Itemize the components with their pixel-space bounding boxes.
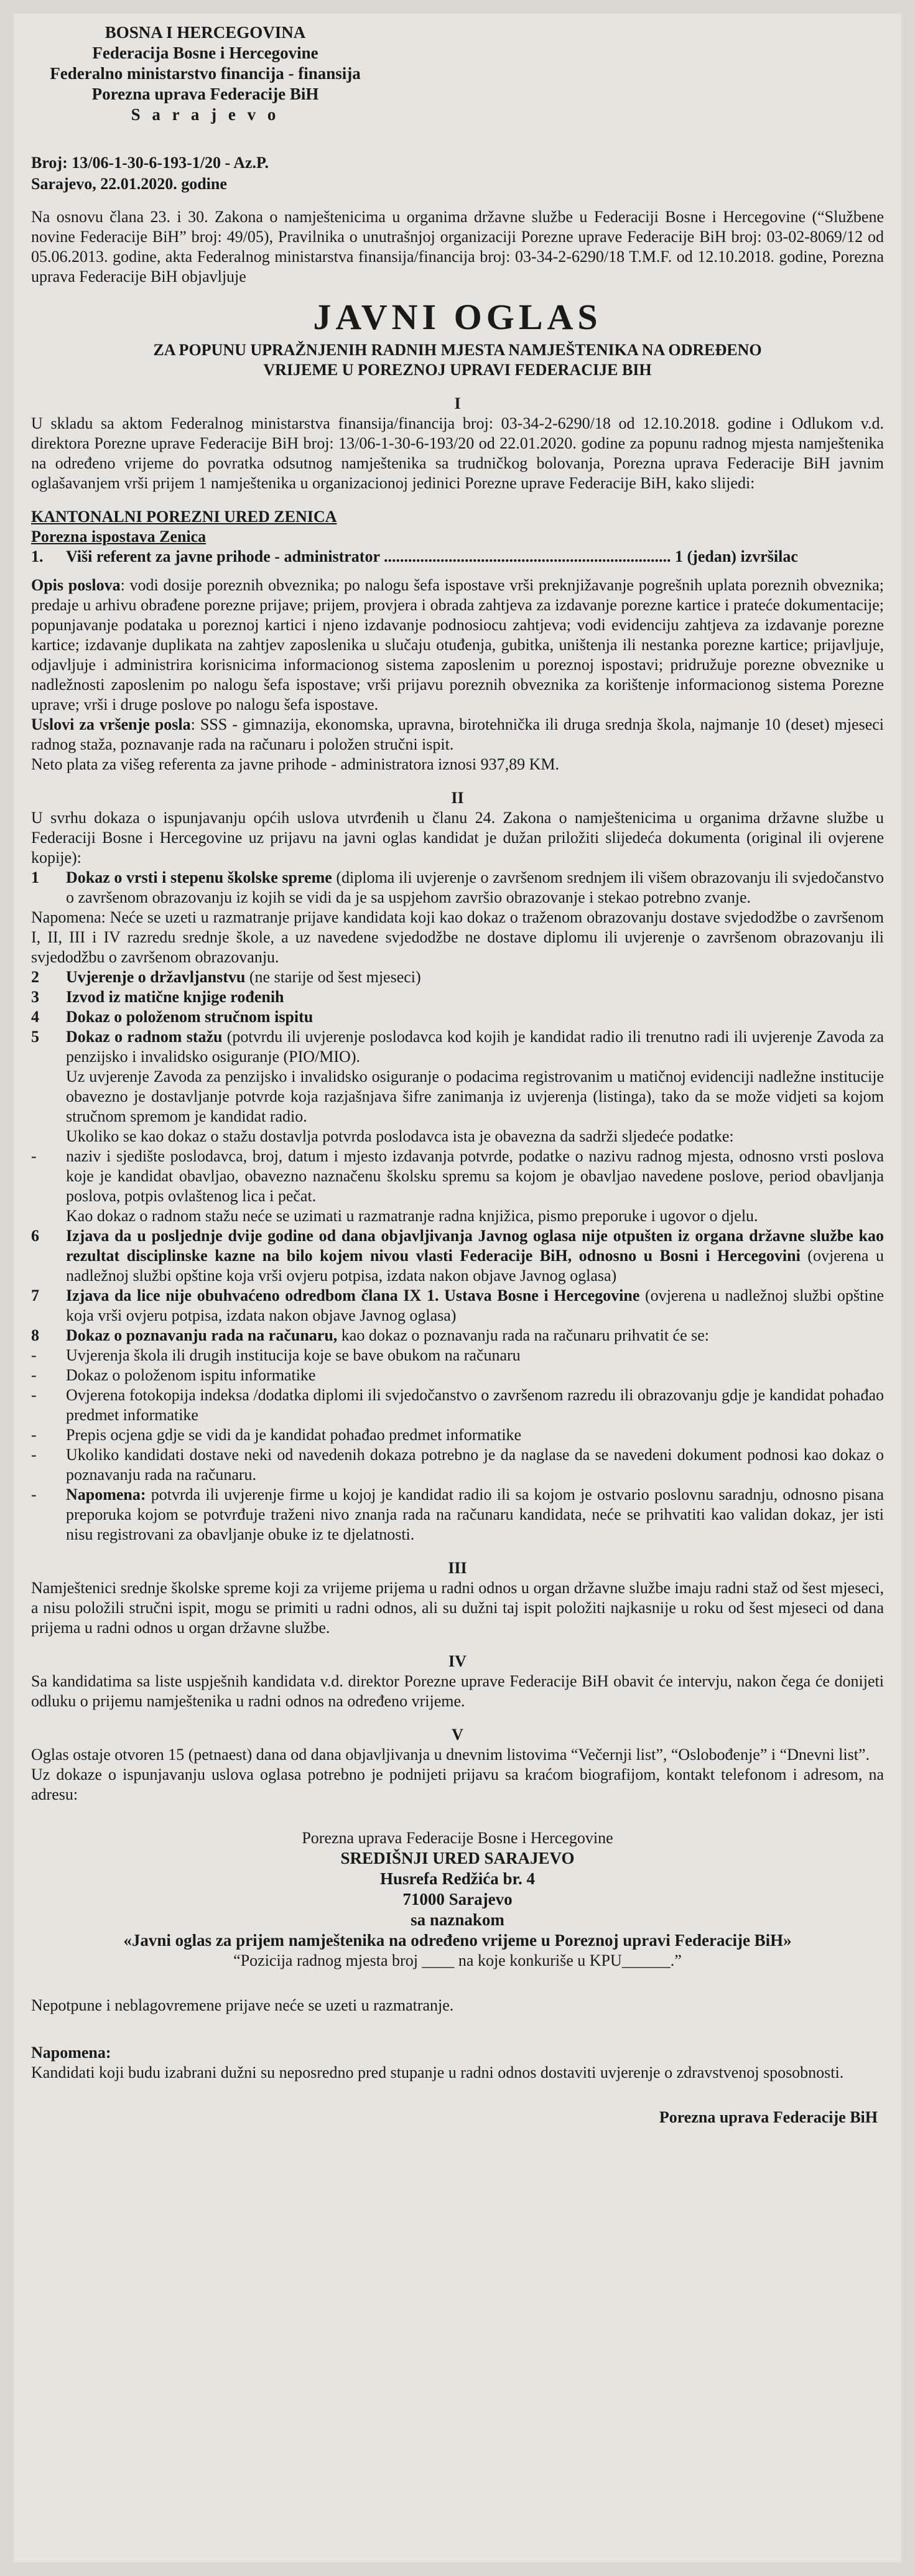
section-ii-text: U svrhu dokaza o ispunjavanju općih uslova utvrđenih u članu 24. Zakona o namještenicima u organima državne službe u Federaciji Bosne i Hercegovine uz prijavu na javni oglas kandidat je dužan priložiti slijedeća dokumenta (original ili ovjerene kopije): xyxy=(31,809,884,867)
header-tax-administration: Porezna uprava Federacije BiH xyxy=(91,85,319,103)
work-book-note: Kao dokaz o radnom stažu neće se uzimati u razmatranje radna knjižica, pismo preporuke i ugovor o djelu. xyxy=(66,1207,758,1225)
final-note-text: Kandidati koji budu izabrani dužni su neposredno pred stupanje u radni odnos dostaviti uvjerenje o zdravstvenoj sposobnosti. xyxy=(31,2063,844,2081)
doc-item-number: 6 xyxy=(31,1227,39,1245)
computer-proof-note: - Napomena: potvrda ili uvjerenje firme u kojoj je kandidat radio ili sa kojom je ostvario poslovnu saradnju, odnosno pisana preporuka kojom se potvrđuje traženi nivo znanja rada na računaru kandidata, neće se prihvatiti kao validan dokaz, jer isti nisu registrovani za obavljanje obuke iz te djelatnosti. xyxy=(31,1486,884,1543)
employer-cert-details: - naziv i sjedište poslodavca, broj, datum i mjesto izdavanja potvrde, podatke o nazivu radnog mjesta, odnosno vrsti poslova koje je kandidat obavljao, obavezno naznačenu školsku spremu sa kojom je obavljao navedene poslove, period obavljanja poslova, potpis ovlaštenog lica i pečat. xyxy=(31,1147,884,1205)
section-iii-heading: III xyxy=(448,1559,467,1577)
doc-item-number: 4 xyxy=(31,1008,39,1026)
address-city: 71000 Sarajevo xyxy=(402,1890,513,1909)
address-office: SREDIŠNJI URED SARAJEVO xyxy=(340,1849,575,1867)
document-meta xyxy=(31,152,884,195)
doc-item-title: Dokaz o poznavanju rada na računaru, xyxy=(66,1326,338,1344)
computer-proof-item: - Ukoliko kandidati dostave neki od navedenih dokaza potrebno je da naglase da se navedeni dokument podnosi kao dokaz o poznavanju rada na računaru. xyxy=(31,1446,884,1484)
section-v-heading: V xyxy=(452,1726,463,1744)
computer-proof-text: Ovjerena fotokopija indeksa /dodatka diplomi ili svjedočanstvo o završenom razredu ili obrazovanju gdje je kandidat pohađao predmet informatike xyxy=(66,1386,884,1424)
computer-proof-note-label: Napomena: xyxy=(66,1486,146,1504)
final-note-title: Napomena: xyxy=(31,2044,111,2062)
address-street: Husrefa Redžića br. 4 xyxy=(380,1869,535,1888)
newspaper-page xyxy=(14,14,901,2562)
section-i-text: U skladu sa aktom Federalnog ministarstva finansija/financija broj: 03-34-2-6290/18 od 12.10.2018. godine i Odlukom v.d. direktora Porezne uprave Federacije BiH broj: 13/06-1-30-6-193/20 od 22.01.2020. godine za popunu radnog mjesta namještenika na određeno vrijeme do povratka odsutnog namještenika sa trudničkog bolovanja, Porezna uprava Federacije BiH javnim oglašavanjem vrši prijem 1 namještenika u organizacionoj jedinici Porezne uprave Federacije BiH, kako slijedi: xyxy=(31,414,884,492)
computer-proof-item: - Uvjerenja škola ili drugih institucija koje se bave obukom na računaru xyxy=(31,1346,884,1365)
doc-item-title: Izjava da lice nije obuhvaćeno odredbom člana IX 1. Ustava Bosne i Hercegovine xyxy=(66,1286,640,1304)
doc-item-number: 8 xyxy=(31,1326,39,1344)
doc-item-number: 3 xyxy=(31,988,39,1006)
computer-proof-text: Dokaz o položenom ispitu informatike xyxy=(66,1366,316,1384)
doc-item-text: (ovjerena u nadležnoj službi opštine koja vrši ovjeru potpisa, izdata nakon objave Javnog oglasa) xyxy=(66,1247,884,1285)
doc-item-3 xyxy=(31,987,884,1007)
notice-subtitle xyxy=(31,340,884,380)
computer-proof-item: - Ovjerena fotokopija indeksa /dodatka diplomi ili svjedočanstvo o završenom razredu ili obrazovanju gdje je kandidat pohađao predmet informatike xyxy=(31,1386,884,1424)
pio-note: Uz uvjerenje Zavoda za penzijsko i invalidsko osiguranje o podacima registrovanim u matičnoj evidenciji nadležne institucije obavezno je dostavljanje potvrde koja razjašnjava šifre zanimanja iz uvjerenja (listinga), tako da se može vidjeti sa kojom stručnom spremom je kandidat radio. xyxy=(66,1067,884,1125)
doc-item-number: 1 xyxy=(31,868,39,886)
doc-item-text: (diploma ili uvjerenje o završenom srednjem ili višem obrazovanju ili svjedočanstvo o završenom obrazovanju iz kojih se vidi da je sa uspjehom završio obrazovanje i stekao potrebno zvanje. xyxy=(66,868,884,906)
doc-item-title: Dokaz o radnom stažu xyxy=(66,1028,223,1046)
doc-item-title: Dokaz o položenom stručnom ispitu xyxy=(66,1008,314,1026)
reference-number: Broj: 13/06-1-30-6-193-1/20 - Az.P. xyxy=(31,154,269,172)
section-iv-heading: IV xyxy=(448,1652,467,1670)
section-v-text-2: Uz dokaze o ispunjavanju uslova oglasa potrebno je podnijeti prijavu sa kraćom biografijom, kontakt telefonom i adresom, na adresu: xyxy=(31,1765,884,1803)
computer-proof-note-text: potvrda ili uvjerenje firme u kojoj je kandidat radio ili sa kojom je ostvario poslovnu saradnju, odnosno pisana preporuka kojom se potvrđuje traženi nivo znanja rada na računaru kandidata, neće se prihvatiti kao validan dokaz, jer isti nisu registrovani za obavljanje obuke iz te djelatnosti. xyxy=(66,1486,884,1543)
job-description-text: : vodi dosije poreznih obveznika; po nalogu šefa ispostave vrši preknjižavanje pogrešnih uplata poreznih obveznika; predaje u arhivu obrađene porezne prijave; prijem, provjera i obrada zahtjeva za izdavanje porezne kartice i prateće dokumentacije; popunjavanje podataka u poreznoj kartici i njeno izdavanje podnosiocu zahtjeva; vodi evidenciju zahtjeva za izdavanje porezne kartice; izdavanje duplikata na zahtjev zaposlenika u slučaju otuđenja, gubitka, uništenja ili nestanka porezne kartice; prijavljuje, odjavljuje i administrira korisnicima informacionog sistema zaposlenim u poreznoj ispostavi; pridružuje porezne obveznike u nadležnosti zaposlenim po nalogu šefa ispostave; vrši prijavu poreznih obveznika za korištenje informacionog sistema Porezne uprave; vrši i druge poslove po nalogu šefa ispostave. xyxy=(31,576,885,714)
doc-item-1 xyxy=(31,868,884,908)
doc-item-6 xyxy=(31,1226,884,1286)
header-country: BOSNA I HERCEGOVINA xyxy=(105,23,306,42)
subtitle-line-2: VRIJEME U POREZNOJ UPRAVI FEDERACIJE BIH xyxy=(263,361,652,379)
doc-item-number: 2 xyxy=(31,968,39,986)
job-requirements-text: : SSS - gimnazija, ekonomska, upravna, birotehnička ili druga srednja škola, najmanje 10 (deset) mjeseci radnog staža, poznavanje rada na računaru i položen stručni ispit. xyxy=(31,715,884,753)
address-institution: Porezna uprava Federacije Bosne i Hercegovine xyxy=(302,1829,613,1847)
computer-proof-text: Uvjerenja škola ili drugih institucija koje se bave obukom na računaru xyxy=(66,1346,521,1364)
issuer-header xyxy=(31,22,379,125)
doc-item-title: Izvod iz matične knjige rođenih xyxy=(66,988,284,1006)
doc-item-text: kao dokaz o poznavanju rada na računaru prihvatit će se: xyxy=(337,1326,710,1344)
notice-title: JAVNI OGLAS xyxy=(313,297,602,337)
subtitle-line-1: ZA POPUNU UPRAŽNJENIH RADNIH MJESTA NAMJEŠTENIKA NA ODREĐENO xyxy=(153,341,762,359)
doc-item-text: (ovjerena u nadležnoj službi opštine koja vrši ovjeru potpisa, izdata nakon objave Javnog oglasa) xyxy=(66,1286,884,1324)
header-city: S a r a j e v o xyxy=(131,105,280,124)
section-iii-text: Namještenici srednje školske spreme koji za vrijeme prijema u radni odnos u organ državne službe imaju radni staž od šest mjeseci, a nisu položili stručni ispit, mogu se primiti u radni odnos, ali su dužni taj ispit položiti najkasnije u roku od šest mjeseci od dana prijema u radni odnos u organ državne službe. xyxy=(31,1579,884,1637)
submission-address xyxy=(31,1828,884,1971)
doc-item-number: 5 xyxy=(31,1028,39,1046)
doc-item-7 xyxy=(31,1286,884,1326)
doc-item-4 xyxy=(31,1007,884,1027)
job-requirements xyxy=(31,715,884,755)
doc-item-text: (potvrdu ili uvjerenje poslodavca kod kojih je kandidat radio ili trenutno radi ili uvjerenje Zavoda za penzijsko i invalidsko osiguranje (PIO/MIO). xyxy=(66,1028,884,1066)
address-marking-label: sa naznakom xyxy=(411,1910,504,1929)
section-v-text-1: Oglas ostaje otvoren 15 (petnaest) dana od dana objavljivanja u dnevnim listovima “Večernji list”, “Oslobođenje” i “Dnevni list”. xyxy=(31,1746,870,1764)
document-date: Sarajevo, 22.01.2020. godine xyxy=(31,175,227,193)
header-ministry: Federalno ministarstvo financija - finansija xyxy=(50,64,361,83)
section-iv-text: Sa kandidatima sa liste uspješnih kandidata v.d. direktor Porezne uprave Federacije BiH obavit će intervju, nakon čega će donijeti odluku o prijemu namještenika u radni odnos na određeno vrijeme. xyxy=(31,1672,884,1710)
position-line xyxy=(31,547,884,567)
incomplete-applications-note: Nepotpune i neblagovremene prijave neće se uzeti u razmatranje. xyxy=(31,1996,454,2014)
section-ii-heading: II xyxy=(451,789,464,807)
doc-item-text: (ne starije od šest mjeseci) xyxy=(245,968,421,986)
doc-item-2 xyxy=(31,967,884,987)
section-i-heading: I xyxy=(454,394,461,412)
legal-basis-paragraph: Na osnovu člana 23. i 30. Zakona o namještenicima u organima državne službe u Federaciji Bosne i Hercegovine (“Službene novine Federacije BiH” broj: 49/05), Pravilnika o unutrašnjoj organizaciji Porezne uprave Federacije BiH broj: 03-02-8069/12 od 05.06.2013. godine, akta Federalnog ministarstva finansija/financija broj: 03-34-2-6290/18 T.M.F. od 12.10.2018. godine, Porezna uprava Federacije BiH objavljuje xyxy=(31,208,884,286)
doc-item-title: Dokaz o vrsti i stepenu školske spreme xyxy=(66,868,332,886)
position-title: Viši referent za javne prihode - administrator ....................................................................... 1 (jedan) izvršilac xyxy=(66,547,798,565)
computer-proof-text: Prepis ocjena gdje se vidi da je kandidat pohađao predmet informatike xyxy=(66,1426,522,1444)
document-content xyxy=(31,22,884,2127)
job-requirements-label: Uslovi za vršenje posla xyxy=(31,715,191,733)
computer-proof-item: - Prepis ocjena gdje se vidi da je kandidat pohađao predmet informatike xyxy=(31,1425,884,1445)
doc-item-8 xyxy=(31,1326,884,1346)
address-marking-text: «Javni oglas za prijem namještenika na određeno vrijeme u Poreznoj upravi Federacije BiH» xyxy=(123,1931,792,1950)
doc-item-5 xyxy=(31,1027,884,1067)
computer-proof-text: Ukoliko kandidati dostave neki od navedenih dokaza potrebno je da naglase da se navedeni dokument podnosi kao dokaz o poznavanju rada na računaru. xyxy=(66,1446,884,1484)
address-position-line: “Pozicija radnog mjesta broj ____ na koje konkuriše u KPU______.” xyxy=(233,1951,682,1969)
employer-cert-note: Ukoliko se kao dokaz o stažu dostavlja potvrda poslodavca ista je obavezna da sadrži sljedeće podatke: xyxy=(66,1127,734,1145)
doc-item-title: Uvjerenje o državljanstvu xyxy=(66,968,246,986)
salary-info: Neto plata za višeg referenta za javne prihode - administratora iznosi 937,89 KM. xyxy=(31,755,560,773)
education-note: Napomena: Neće se uzeti u razmatranje prijave kandidata koji kao dokaz o traženom obrazovanju dostave svjedodžbe o završenom I, II, III i IV razredu srednje škole, a uz navedene svjedodžbe ne dostave diplomu ili uvjerenje o završenom obrazovanju ili svjedodžbu o završenom obrazovanju. xyxy=(31,908,884,966)
doc-item-title: Izjava da u posljednje dvije godine od dana objavljivanja Javnog oglasa nije otpušten iz organa državne službe kao rezultat disciplinske kazne na bilo kojem nivou vlasti Federacije BiH, odnosno u Bosni i Hercegovini xyxy=(66,1227,884,1265)
position-number: 1. xyxy=(31,547,44,565)
employer-cert-details-text: naziv i sjedište poslodavca, broj, datum i mjesto izdavanja potvrde, podatke o nazivu radnog mjesta, odnosno vrsti poslova koje je kandidat obavljao, obavezno naznačenu školsku spremu sa kojom je obavljao navedene poslove, period obavljanja poslova, potpis ovlaštenog lica i pečat. xyxy=(66,1147,884,1205)
signature: Porezna uprava Federacije BiH xyxy=(659,2108,878,2126)
computer-proof-item: - Dokaz o položenom ispitu informatike xyxy=(31,1365,884,1385)
job-description-label: Opis poslova xyxy=(31,576,121,594)
job-description xyxy=(31,575,884,715)
office-name: KANTONALNI POREZNI URED ZENICA xyxy=(31,508,337,526)
header-federation: Federacija Bosne i Hercegovine xyxy=(92,44,318,62)
branch-name: Porezna ispostava Zenica xyxy=(31,528,207,546)
doc-item-number: 7 xyxy=(31,1286,39,1304)
